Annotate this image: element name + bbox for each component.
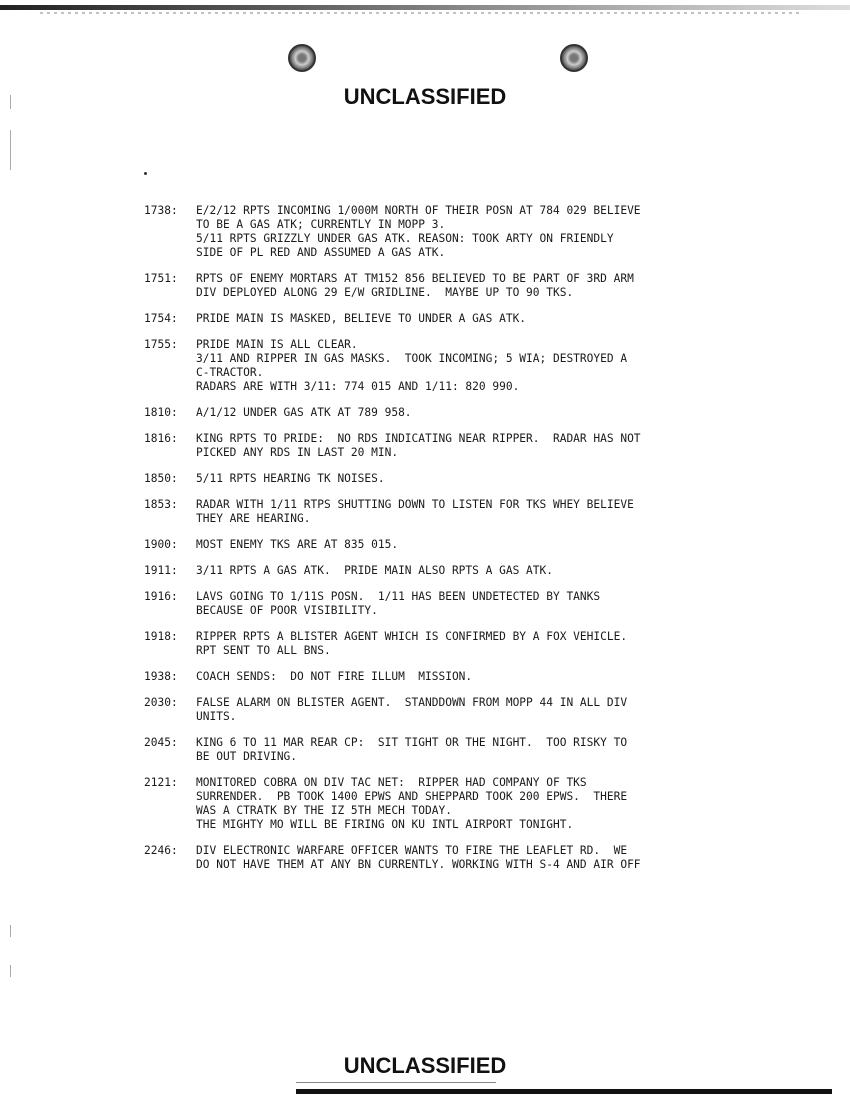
log-line: FALSE ALARM ON BLISTER AGENT. STANDDOWN FROM MOPP 44 IN ALL DIV — [196, 696, 628, 709]
log-time: 1918: — [144, 630, 178, 643]
log-text — [196, 498, 804, 526]
top-scan-noise — [40, 12, 800, 14]
log-time: 2045: — [144, 736, 178, 749]
log-text — [196, 204, 804, 260]
log-time: 1751: — [144, 272, 178, 285]
seal-icon — [560, 44, 588, 72]
log-line: SURRENDER. PB TOOK 1400 EPWS AND SHEPPARD TOOK 200 EPWS. THERE — [196, 790, 628, 803]
log-text — [196, 736, 804, 764]
stray-mark — [144, 172, 147, 175]
log-entry — [144, 204, 804, 260]
classification-marking-bottom: UNCLASSIFIED — [343, 1053, 507, 1078]
log-entry — [144, 272, 804, 300]
log-text — [196, 538, 804, 552]
log-line: 5/11 RPTS GRIZZLY UNDER GAS ATK. REASON: TOOK ARTY ON FRIENDLY — [196, 232, 614, 245]
top-scan-edge — [0, 5, 850, 10]
margin-mark — [10, 965, 11, 977]
log-line: LAVS GOING TO 1/11S POSN. 1/11 HAS BEEN UNDETECTED BY TANKS — [196, 590, 601, 603]
log-line: 3/11 RPTS A GAS ATK. PRIDE MAIN ALSO RPTS A GAS ATK. — [196, 564, 553, 577]
log-time: 1850: — [144, 472, 178, 485]
log-line: PICKED ANY RDS IN LAST 20 MIN. — [196, 446, 399, 459]
log-line: RPT SENT TO ALL BNS. — [196, 644, 331, 657]
log-entries — [144, 204, 804, 884]
log-text — [196, 406, 804, 420]
margin-mark — [10, 925, 11, 937]
log-line: TO BE A GAS ATK; CURRENTLY IN MOPP 3. — [196, 218, 446, 231]
margin-mark — [10, 130, 11, 170]
log-entry — [144, 844, 804, 872]
log-text — [196, 312, 804, 326]
log-entry — [144, 564, 804, 578]
log-line: DIV DEPLOYED ALONG 29 E/W GRIDLINE. MAYBE UP TO 90 TKS. — [196, 286, 574, 299]
log-text — [196, 670, 804, 684]
log-time: 1938: — [144, 670, 178, 683]
log-entry — [144, 312, 804, 326]
classification-marking-top: UNCLASSIFIED — [343, 84, 507, 109]
log-line: BE OUT DRIVING. — [196, 750, 298, 763]
log-line: C-TRACTOR. — [196, 366, 264, 379]
log-text — [196, 272, 804, 300]
log-time: 1810: — [144, 406, 178, 419]
log-time: 1755: — [144, 338, 178, 351]
log-entry — [144, 670, 804, 684]
log-line: A/1/12 UNDER GAS ATK AT 789 958. — [196, 406, 412, 419]
log-line: WAS A CTRATK BY THE IZ 5TH MECH TODAY. — [196, 804, 452, 817]
log-line: DIV ELECTRONIC WARFARE OFFICER WANTS TO FIRE THE LEAFLET RD. WE — [196, 844, 628, 857]
log-entry — [144, 776, 804, 832]
log-text — [196, 590, 804, 618]
log-line: RADAR WITH 1/11 RTPS SHUTTING DOWN TO LISTEN FOR TKS WHEY BELIEVE — [196, 498, 634, 511]
log-line: KING 6 TO 11 MAR REAR CP: SIT TIGHT OR THE NIGHT. TOO RISKY TO — [196, 736, 628, 749]
log-text — [196, 338, 804, 394]
log-time: 1911: — [144, 564, 178, 577]
log-line: COACH SENDS: DO NOT FIRE ILLUM MISSION. — [196, 670, 473, 683]
log-line: RPTS OF ENEMY MORTARS AT TM152 856 BELIEVED TO BE PART OF 3RD ARM — [196, 272, 634, 285]
log-line: PRIDE MAIN IS MASKED, BELIEVE TO UNDER A GAS ATK. — [196, 312, 527, 325]
margin-mark — [10, 95, 11, 109]
log-time: 1916: — [144, 590, 178, 603]
log-text — [196, 564, 804, 578]
log-line: 5/11 RPTS HEARING TK NOISES. — [196, 472, 385, 485]
log-entry — [144, 406, 804, 420]
log-text — [196, 844, 804, 872]
log-entry — [144, 432, 804, 460]
log-time: 1853: — [144, 498, 178, 511]
log-text — [196, 432, 804, 460]
log-line: RADARS ARE WITH 3/11: 774 015 AND 1/11: 820 990. — [196, 380, 520, 393]
log-entry — [144, 590, 804, 618]
log-line: SIDE OF PL RED AND ASSUMED A GAS ATK. — [196, 246, 446, 259]
log-entry — [144, 630, 804, 658]
log-text — [196, 472, 804, 486]
log-time: 2030: — [144, 696, 178, 709]
log-time: 2246: — [144, 844, 178, 857]
log-line: MONITORED COBRA ON DIV TAC NET: RIPPER HAD COMPANY OF TKS — [196, 776, 587, 789]
bottom-scan-edge — [296, 1089, 832, 1094]
log-text — [196, 776, 804, 832]
log-time: 1900: — [144, 538, 178, 551]
log-entry — [144, 736, 804, 764]
log-line: DO NOT HAVE THEM AT ANY BN CURRENTLY. WORKING WITH S-4 AND AIR OFF — [196, 858, 641, 871]
log-line: THE MIGHTY MO WILL BE FIRING ON KU INTL AIRPORT TONIGHT. — [196, 818, 574, 831]
log-entry — [144, 538, 804, 552]
bottom-scan-rule — [296, 1082, 496, 1083]
seal-icon — [288, 44, 316, 72]
log-line: PRIDE MAIN IS ALL CLEAR. — [196, 338, 358, 351]
log-line: KING RPTS TO PRIDE: NO RDS INDICATING NEAR RIPPER. RADAR HAS NOT — [196, 432, 641, 445]
log-line: 3/11 AND RIPPER IN GAS MASKS. TOOK INCOMING; 5 WIA; DESTROYED A — [196, 352, 628, 365]
log-entry — [144, 696, 804, 724]
log-text — [196, 630, 804, 658]
log-line: E/2/12 RPTS INCOMING 1/000M NORTH OF THEIR POSN AT 784 029 BELIEVE — [196, 204, 641, 217]
log-line: THEY ARE HEARING. — [196, 512, 311, 525]
log-line: UNITS. — [196, 710, 237, 723]
log-entry — [144, 338, 804, 394]
log-line: BECAUSE OF POOR VISIBILITY. — [196, 604, 378, 617]
log-time: 1754: — [144, 312, 178, 325]
log-time: 2121: — [144, 776, 178, 789]
log-line: RIPPER RPTS A BLISTER AGENT WHICH IS CONFIRMED BY A FOX VEHICLE. — [196, 630, 628, 643]
log-time: 1738: — [144, 204, 178, 217]
log-entry — [144, 472, 804, 486]
log-text — [196, 696, 804, 724]
log-entry — [144, 498, 804, 526]
log-line: MOST ENEMY TKS ARE AT 835 015. — [196, 538, 399, 551]
log-time: 1816: — [144, 432, 178, 445]
